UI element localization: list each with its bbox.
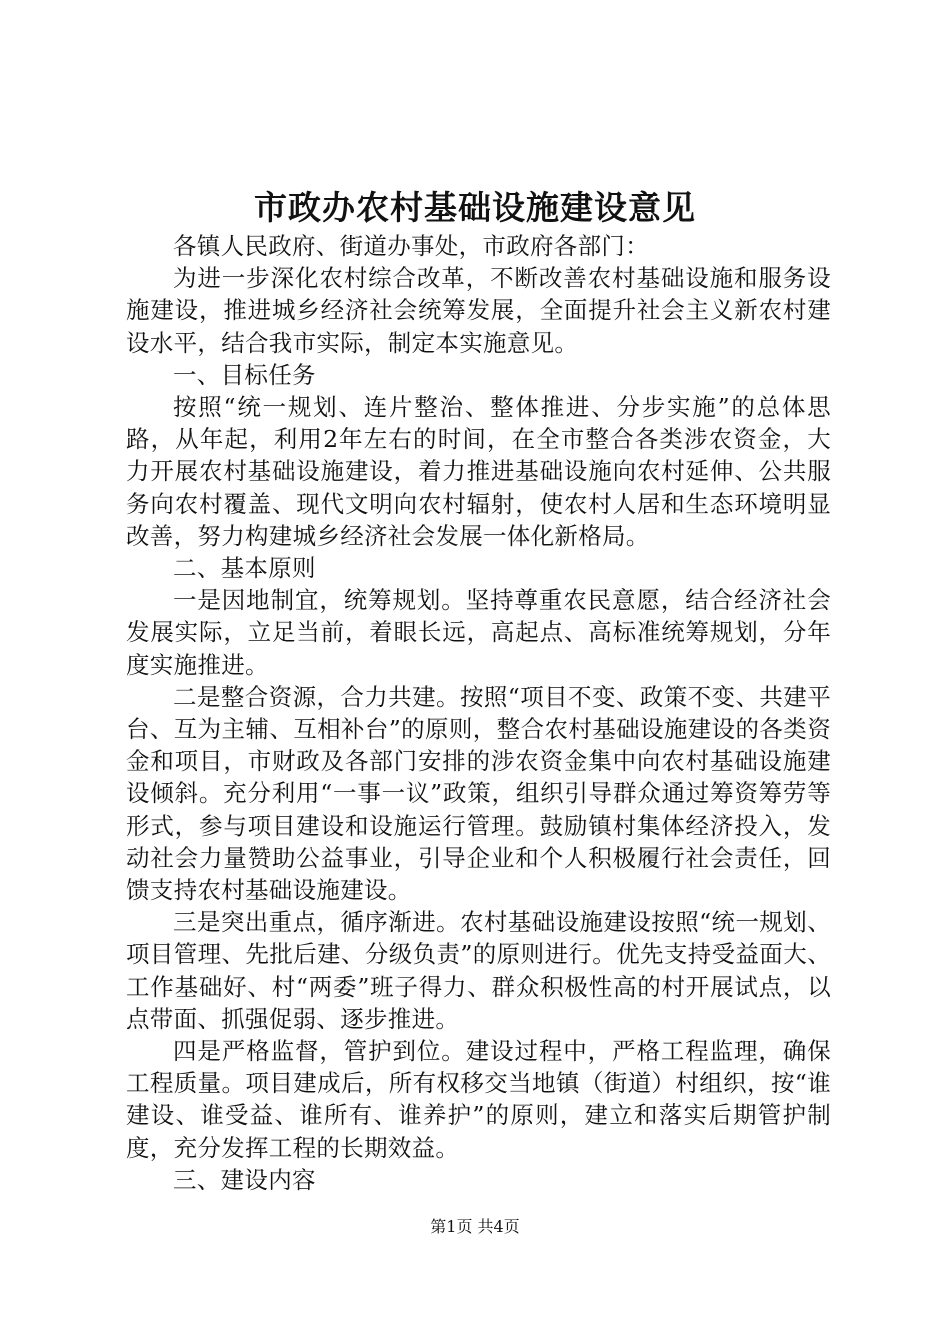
body-paragraph: 三是突出重点，循序渐进。农村基础设施建设按照“统一规划、项目管理、先批后建、分级负责”的原则进行。优先支持受益面大、工作基础好、村“两委”班子得力、群众积极性高的村开展试点，以点带面、抓强促弱、逐步推进。: [126, 908, 831, 1033]
document-body: [126, 230, 831, 1196]
intro-paragraph: 为进一步深化农村综合改革，不断改善农村基础设施和服务设施建设，推进城乡经济社会统筹发展，全面提升社会主义新农村建设水平，结合我市实际，制定本实施意见。: [126, 264, 831, 357]
section-heading: 二、基本原则: [173, 554, 316, 583]
section-heading: 三、建设内容: [173, 1165, 316, 1194]
section-heading: 一、目标任务: [173, 360, 316, 389]
body-paragraph: 一是因地制宜，统筹规划。坚持尊重农民意愿，结合经济社会发展实际，立足当前，着眼长远，高起点、高标准统筹规划，分年度实施推进。: [126, 586, 831, 679]
document-title: 市政办农村基础设施建设意见: [254, 188, 696, 227]
salutation-paragraph: 各镇人民政府、街道办事处，市政府各部门：: [173, 232, 649, 260]
body-paragraph: 二是整合资源，合力共建。按照“项目不变、政策不变、共建平台、互为主辅、互相补台”的原则，整合农村基础设施建设的各类资金和项目，市财政及各部门安排的涉农资金集中向农村基础设施建设倾斜。充分利用“一事一议”政策，组织引导群众通过筹资筹劳等形式，参与项目建设和设施运行管理。鼓励镇村集体经济投入，发动社会力量赞助公益事业，引导企业和个人积极履行社会责任，回馈支持农村基础设施建设。: [126, 682, 831, 905]
body-paragraph: 四是严格监督，管护到位。建设过程中，严格工程监理，确保工程质量。项目建成后，所有权移交当地镇（街道）村组织，按“谁建设、谁受益、谁所有、谁养护”的原则，建立和落实后期管护制度，充分发挥工程的长期效益。: [126, 1037, 831, 1162]
body-paragraph: 按照“统一规划、连片整治、整体推进、分步实施”的总体思路，从年起，利用2年左右的时间，在全市整合各类涉农资金，大力开展农村基础设施建设，着力推进基础设施向农村延伸、公共服务向农村覆盖、现代文明向农村辐射，使农村人居和生态环境明显改善，努力构建城乡经济社会发展一体化新格局。: [126, 393, 831, 550]
page-footer: 第1页 共4页: [430, 1217, 520, 1236]
